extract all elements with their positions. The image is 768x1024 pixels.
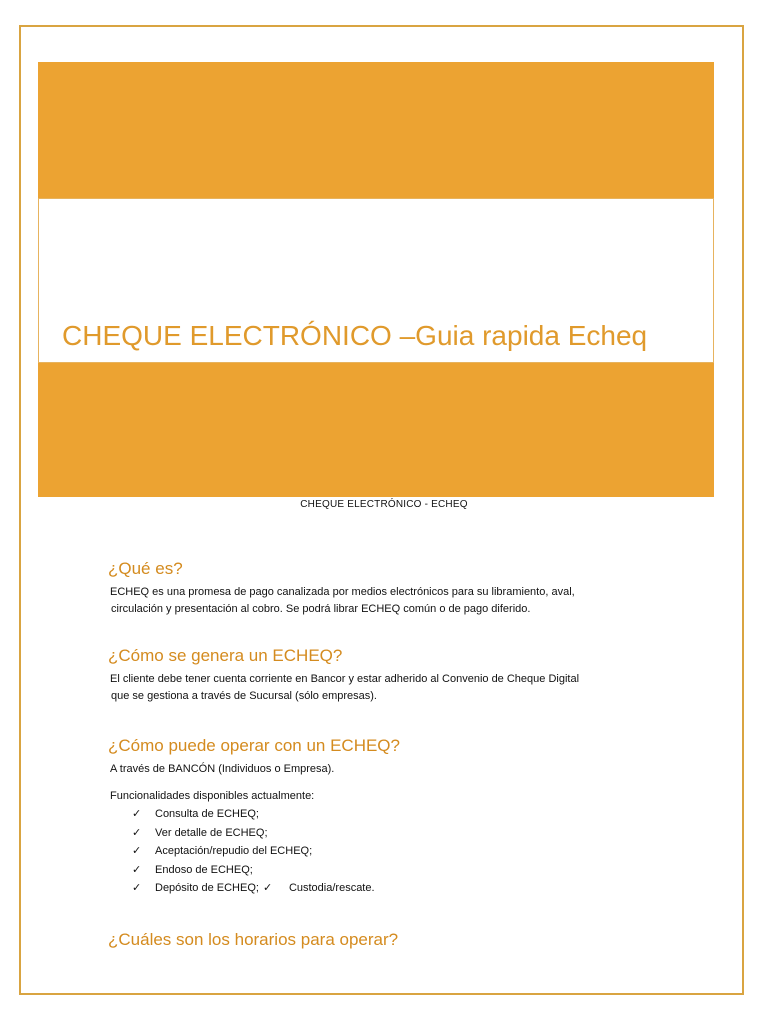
list-item (132, 842, 375, 861)
list-item (132, 879, 375, 898)
check-icon: ✓ (132, 882, 142, 894)
section-body-como-operar (110, 761, 670, 778)
cover-top-band (38, 62, 714, 198)
check-icon: ✓ (132, 808, 142, 820)
cover-title: CHEQUE ELECTRÓNICO –Guia rapida Echeq (62, 320, 648, 351)
features-intro (110, 788, 670, 805)
section-heading-como-se-genera: ¿Cómo se genera un ECHEQ? (108, 646, 343, 665)
section-heading-como-operar: ¿Cómo puede operar con un ECHEQ? (108, 736, 400, 755)
body-line: ECHEQ es una promesa de pago canalizada por medios electrónicos para su libramiento, aval, (110, 586, 575, 598)
section-body-que-es (110, 584, 670, 618)
cover-bottom-band (38, 363, 714, 497)
page-caption: CHEQUE ELECTRÓNICO - ECHEQ (300, 499, 468, 510)
check-icon: ✓ (132, 826, 142, 839)
check-icon: ✓ (132, 845, 142, 857)
feature-label: Ver detalle de ECHEQ; (155, 826, 268, 839)
feature-label: Endoso de ECHEQ; (155, 863, 253, 876)
feature-label: Consulta de ECHEQ; (155, 808, 259, 820)
list-item (132, 824, 375, 843)
body-line: A través de BANCÓN (Individuos o Empresa). (110, 763, 335, 775)
section-heading-horarios: ¿Cuáles son los horarios para operar? (108, 930, 399, 949)
body-line: circulación y presentación al cobro. Se podrá librar ECHEQ común o de pago diferido. (111, 603, 531, 615)
check-icon: ✓ (262, 882, 273, 894)
list-item (132, 861, 375, 880)
features-intro-text: Funcionalidades disponibles actualmente: (110, 790, 315, 802)
body-line: que se gestiona a través de Sucursal (sólo empresas). (111, 690, 377, 702)
feature-label: Custodia/rescate. (288, 882, 375, 894)
check-icon: ✓ (132, 863, 142, 876)
body-line: El cliente debe tener cuenta corriente en Bancor y estar adherido al Convenio de Cheque Digital (110, 673, 580, 685)
features-list (132, 805, 375, 898)
section-heading-que-es: ¿Qué es? (108, 559, 183, 578)
section-body-como-se-genera (110, 671, 670, 705)
feature-label: Depósito de ECHEQ; (155, 882, 259, 894)
list-item (132, 805, 375, 824)
feature-label: Aceptación/repudio del ECHEQ; (155, 845, 313, 857)
